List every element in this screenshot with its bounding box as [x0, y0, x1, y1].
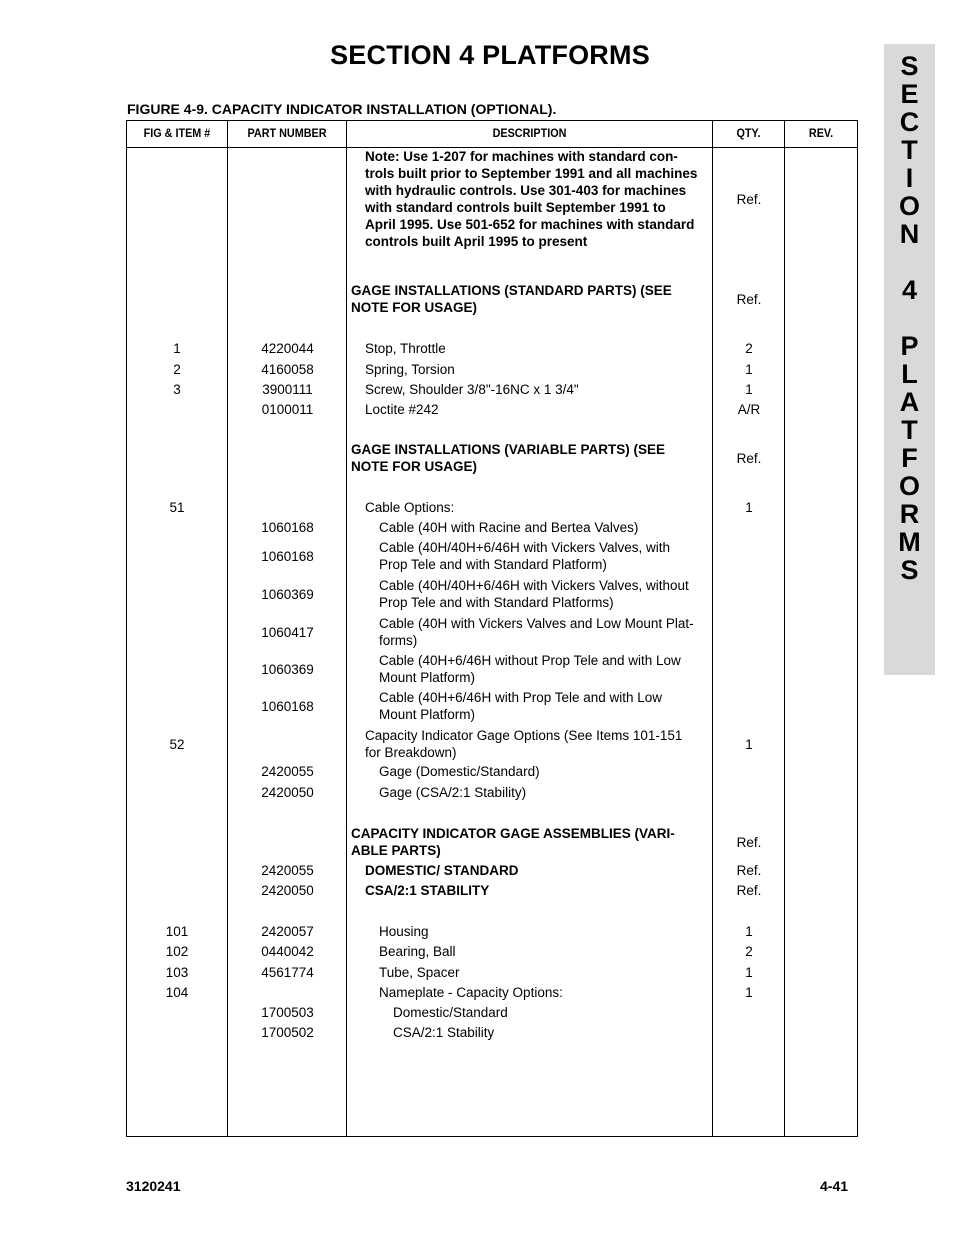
description-line: forms)	[379, 633, 418, 648]
description-line: CSA/2:1 Stability	[393, 1025, 495, 1040]
side-tab-letter: R	[899, 499, 920, 529]
description-line: NOTE FOR USAGE)	[351, 300, 478, 315]
description-line: Prop Tele and with Standard Platforms)	[379, 595, 614, 610]
description-line: trols built prior to September 1991 and all machines	[365, 166, 698, 181]
row-item-number: 2	[173, 362, 181, 377]
row-item-number: 1	[173, 341, 181, 356]
description-line: Screw, Shoulder 3/8"-16NC x 1 3/4"	[365, 382, 579, 397]
row-description	[393, 1004, 508, 1021]
row-quantity: Ref.	[736, 863, 762, 878]
description-line: Cable (40H with Vickers Valves and Low Mount Plat-	[379, 616, 694, 631]
row-part-number: 2420055	[261, 764, 314, 779]
description-line: Housing	[379, 924, 429, 939]
side-tab-letter: A	[899, 387, 920, 417]
row-part-number: 2420050	[261, 883, 314, 898]
section-title: SECTION 4 PLATFORMS	[330, 40, 650, 70]
row-quantity: 1	[745, 924, 753, 939]
description-line: GAGE INSTALLATIONS (STANDARD PARTS) (SEE	[351, 283, 672, 298]
page-number: 4-41	[820, 1178, 849, 1194]
section-side-tab	[884, 44, 935, 675]
side-tab-letter: P	[900, 331, 919, 361]
description-line: Tube, Spacer	[379, 965, 460, 980]
row-description	[365, 381, 579, 398]
figure-title: FIGURE 4-9. CAPACITY INDICATOR INSTALLATION (OPTIONAL).	[127, 101, 557, 117]
row-description	[365, 499, 454, 516]
row-description	[365, 401, 439, 418]
description-line: GAGE INSTALLATIONS (VARIABLE PARTS) (SEE	[351, 442, 666, 457]
description-line: Domestic/Standard	[393, 1005, 508, 1020]
column-header-qty: QTY.	[736, 126, 761, 140]
row-description	[379, 784, 526, 801]
parts-table	[126, 120, 858, 1137]
row-part-number: 4561774	[261, 965, 314, 980]
row-quantity: 2	[745, 341, 753, 356]
row-part-number: 1060369	[261, 661, 314, 677]
description-line: NOTE FOR USAGE)	[351, 459, 478, 474]
description-line: for Breakdown)	[365, 745, 457, 760]
row-quantity: 1	[745, 985, 753, 1000]
column-header-rev: REV.	[808, 126, 834, 140]
description-line: Cable (40H+6/46H without Prop Tele and with Low	[379, 653, 681, 668]
column-header-description: DESCRIPTION	[492, 126, 567, 140]
row-quantity: A/R	[737, 402, 761, 417]
row-part-number: 1060417	[261, 624, 314, 640]
description-line: Gage (Domestic/Standard)	[379, 764, 540, 779]
row-part-number: 1060168	[261, 520, 314, 535]
row-description	[365, 340, 446, 357]
side-tab-letter: O	[898, 191, 920, 221]
row-description	[379, 923, 429, 940]
side-tab-letter: C	[899, 107, 920, 137]
description-line: CSA/2:1 STABILITY	[365, 883, 490, 898]
side-tab-letter: T	[901, 415, 918, 445]
row-description	[365, 862, 519, 879]
side-tab-letter: T	[901, 135, 918, 165]
side-tab-letter: I	[905, 163, 914, 193]
row-quantity: 1	[745, 965, 753, 980]
row-description	[365, 882, 489, 899]
row-description	[351, 825, 675, 859]
side-tab-letter: M	[898, 527, 921, 557]
row-part-number: 2420057	[261, 924, 314, 939]
row-quantity: 2	[745, 944, 753, 959]
description-line: with standard controls built September 1991 to	[365, 200, 666, 215]
row-item-number: 102	[165, 944, 189, 959]
side-tab-letter: N	[899, 219, 920, 249]
row-description	[393, 1024, 494, 1041]
row-quantity: Ref.	[736, 191, 762, 207]
row-description	[379, 652, 681, 686]
description-line: Stop, Throttle	[365, 341, 446, 356]
description-line: CAPACITY INDICATOR GAGE ASSEMBLIES (VARI-	[351, 826, 675, 841]
description-line: Capacity Indicator Gage Options (See Items 101-151	[365, 728, 683, 743]
row-part-number: 1700502	[261, 1025, 314, 1040]
row-description	[351, 282, 672, 316]
row-quantity: 1	[745, 382, 753, 397]
side-tab-letter: S	[900, 51, 919, 81]
side-tab-letter: O	[898, 471, 920, 501]
row-quantity: Ref.	[736, 291, 762, 307]
row-description	[379, 763, 540, 780]
row-description	[379, 615, 694, 649]
row-item-number: 52	[169, 736, 185, 752]
description-line: Cable (40H/40H+6/46H with Vickers Valves, with	[379, 540, 671, 555]
description-line: Spring, Torsion	[365, 362, 455, 377]
row-description	[379, 689, 662, 723]
row-part-number: 2420050	[261, 785, 314, 800]
row-part-number: 1060168	[261, 548, 314, 564]
description-line: Note: Use 1-207 for machines with standard con-	[365, 149, 678, 164]
side-tab-letter: S	[900, 555, 919, 585]
description-line: Cable (40H/40H+6/46H with Vickers Valves, without	[379, 578, 689, 593]
row-description	[351, 441, 665, 475]
row-quantity: 1	[745, 362, 753, 377]
row-description	[379, 943, 456, 960]
description-line: Nameplate - Capacity Options:	[379, 985, 563, 1000]
row-part-number: 1060168	[261, 698, 314, 714]
row-quantity: Ref.	[736, 834, 762, 850]
side-tab-letter: E	[900, 79, 919, 109]
description-line: Mount Platform)	[379, 707, 476, 722]
row-quantity: Ref.	[736, 883, 762, 898]
row-item-number: 104	[165, 985, 189, 1000]
row-item-number: 51	[169, 500, 185, 515]
side-tab-letter: L	[901, 359, 918, 389]
row-quantity: Ref.	[736, 450, 762, 466]
side-tab-letter: 4	[901, 275, 918, 305]
row-description	[365, 361, 455, 378]
description-line: ABLE PARTS)	[351, 843, 441, 858]
row-description	[365, 148, 697, 250]
description-line: Bearing, Ball	[379, 944, 456, 959]
row-item-number: 103	[165, 965, 189, 980]
side-tab-letter: F	[901, 443, 918, 473]
description-line: with hydraulic controls. Use 301-403 for machines	[365, 183, 687, 198]
row-part-number: 4160058	[261, 362, 314, 377]
description-line: Prop Tele and with Standard Platform)	[379, 557, 607, 572]
description-line: controls built April 1995 to present	[365, 234, 588, 249]
row-description	[379, 984, 563, 1001]
column-header-item: FIG & ITEM #	[143, 126, 211, 140]
description-line: April 1995. Use 501-652 for machines with standard	[365, 217, 695, 232]
row-description	[379, 519, 638, 536]
row-part-number: 3900111	[262, 382, 313, 397]
column-header-part-number: PART NUMBER	[247, 126, 327, 140]
row-part-number: 1060369	[261, 586, 314, 602]
row-item-number: 101	[165, 924, 189, 939]
row-part-number: 0100011	[261, 402, 314, 417]
row-part-number: 1700503	[261, 1005, 314, 1020]
row-part-number: 4220044	[261, 341, 314, 356]
description-line: Mount Platform)	[379, 670, 476, 685]
row-part-number: 2420055	[261, 863, 314, 878]
description-line: Cable (40H with Racine and Bertea Valves)	[379, 520, 639, 535]
row-description	[365, 727, 682, 761]
row-description	[379, 964, 460, 981]
row-quantity: 1	[745, 736, 753, 752]
row-description	[379, 577, 689, 611]
row-item-number: 3	[173, 382, 181, 397]
description-line: Loctite #242	[365, 402, 439, 417]
row-description	[379, 539, 670, 573]
description-line: Cable (40H+6/46H with Prop Tele and with Low	[379, 690, 663, 705]
description-line: Gage (CSA/2:1 Stability)	[379, 785, 527, 800]
description-line: Cable Options:	[365, 500, 455, 515]
description-line: DOMESTIC/ STANDARD	[365, 863, 519, 878]
row-part-number: 0440042	[261, 944, 314, 959]
document-number: 3120241	[126, 1178, 181, 1194]
row-quantity: 1	[745, 500, 753, 515]
